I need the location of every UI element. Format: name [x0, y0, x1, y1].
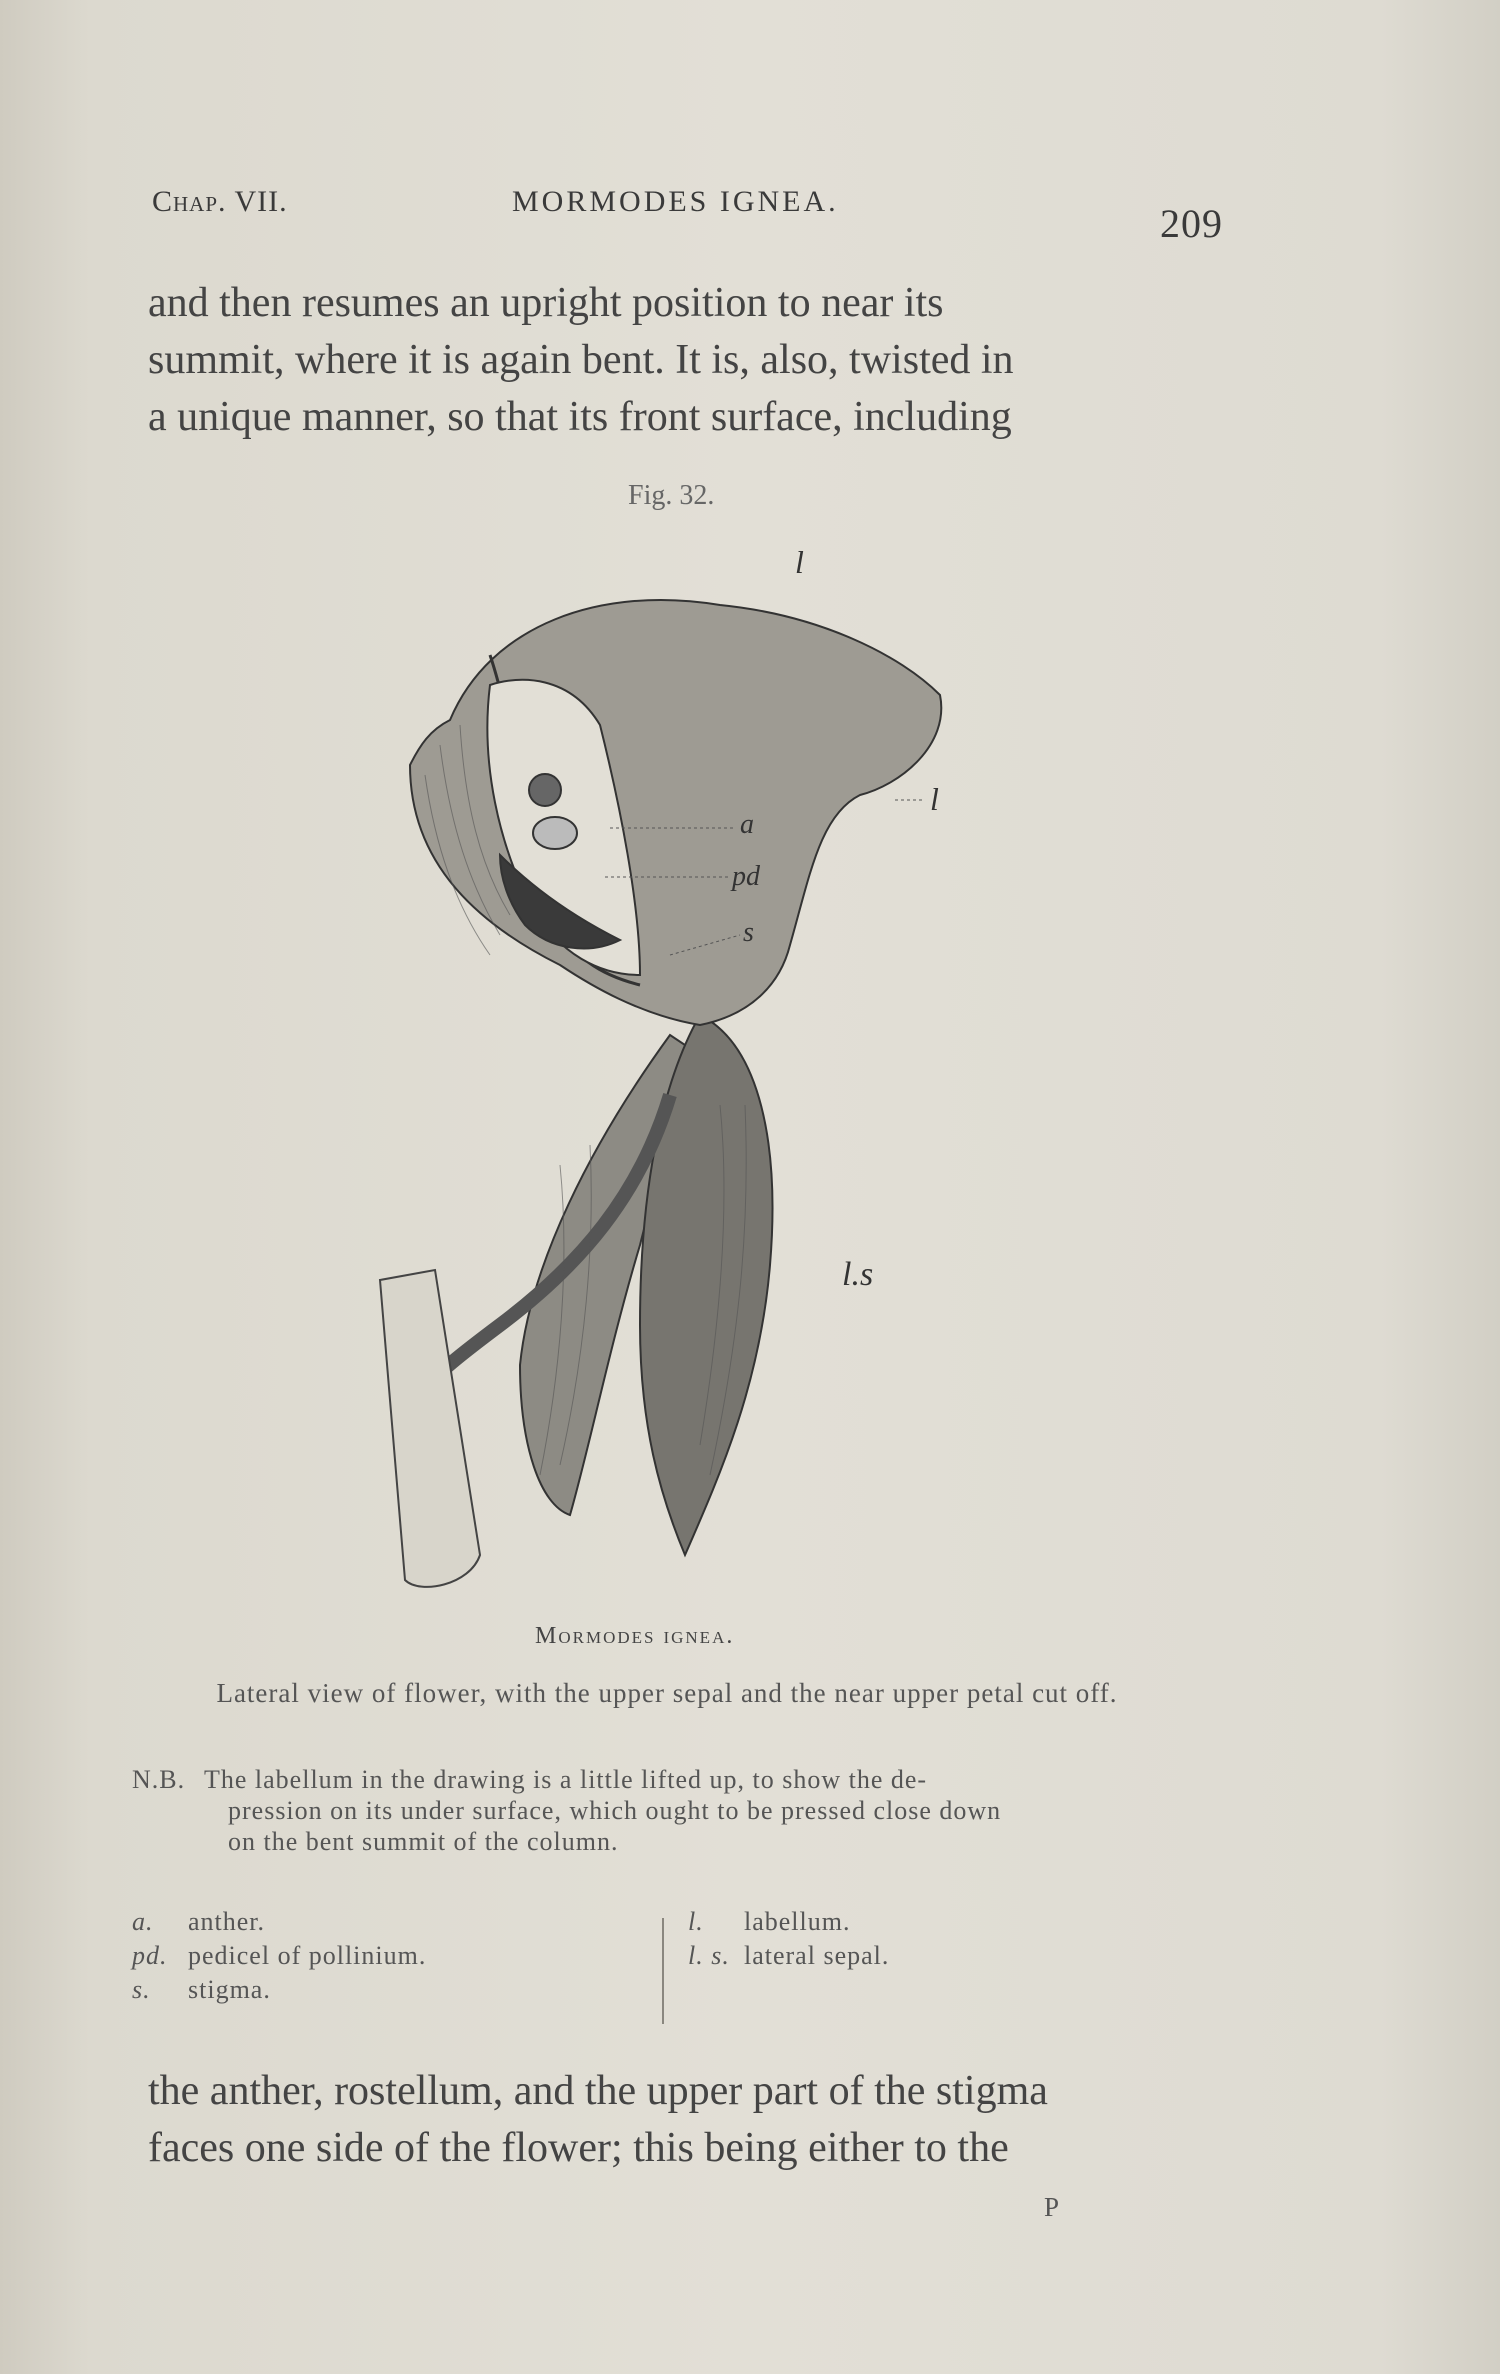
legend-text: stigma. [188, 1975, 271, 2004]
legend-key: s. [132, 1975, 151, 2004]
label-l-right: l [930, 781, 939, 817]
figure-label: Fig. 32. [628, 480, 715, 511]
legend-right [688, 1905, 889, 1973]
text-line: a unique manner, so that its front surface, including [148, 394, 1012, 440]
legend-text: anther. [188, 1907, 266, 1936]
figure-caption: Lateral view of flower, with the upper sepal and the near upper petal cut off. [216, 1678, 1118, 1708]
chapter-heading: Chap. VII. [152, 185, 288, 218]
label-pd: pd [732, 861, 760, 892]
bottom-paragraph [148, 2063, 1228, 2177]
legend-key: l. s. [688, 1941, 730, 1970]
legend-text: labellum. [744, 1907, 851, 1936]
legend-item [132, 1905, 426, 1939]
anther [529, 774, 561, 806]
note-line: on the bent summit of the column. [228, 1827, 619, 1856]
running-title: MORMODES IGNEA. [512, 185, 839, 218]
legend-text: pedicel of pollinium. [188, 1941, 427, 1970]
pedicel [533, 817, 577, 849]
legend-text: lateral sepal. [744, 1941, 890, 1970]
legend-key: a. [132, 1907, 154, 1936]
orchid-illustration [340, 545, 990, 1605]
text-line: the anther, rostellum, and the upper part of the stigma [148, 2068, 1048, 2114]
note-mark: N.B. [132, 1765, 186, 1794]
figure-caption-title: Mormodes ignea. [535, 1623, 735, 1649]
legend-divider [662, 1918, 664, 2024]
legend-item [688, 1939, 889, 1973]
text-line: and then resumes an upright position to near its [148, 280, 944, 326]
page-number: 209 [1160, 201, 1223, 246]
legend-item [132, 1939, 426, 1973]
label-a: a [740, 809, 754, 840]
text-line: summit, where it is again bent. It is, also, twisted in [148, 337, 1014, 383]
note-line: pression on its under surface, which ought to be pressed close down [228, 1796, 1002, 1825]
legend-left [132, 1905, 426, 2007]
legend-item [688, 1905, 889, 1939]
note-line: The labellum in the drawing is a little lifted up, to show the de- [204, 1765, 928, 1794]
branch [380, 1270, 480, 1587]
labellum [410, 600, 941, 1025]
legend-key: pd. [132, 1941, 168, 1970]
figure-note [132, 1764, 1202, 1857]
label-ls: l.s [842, 1256, 874, 1293]
text-line: faces one side of the flower; this being either to the [148, 2125, 1009, 2171]
label-s: s [743, 917, 754, 948]
label-l-top: l [795, 545, 804, 580]
legend-item [132, 1973, 426, 2007]
signature-mark: P [1044, 2192, 1060, 2222]
legend-key: l. [688, 1907, 704, 1936]
top-paragraph [148, 275, 1228, 446]
